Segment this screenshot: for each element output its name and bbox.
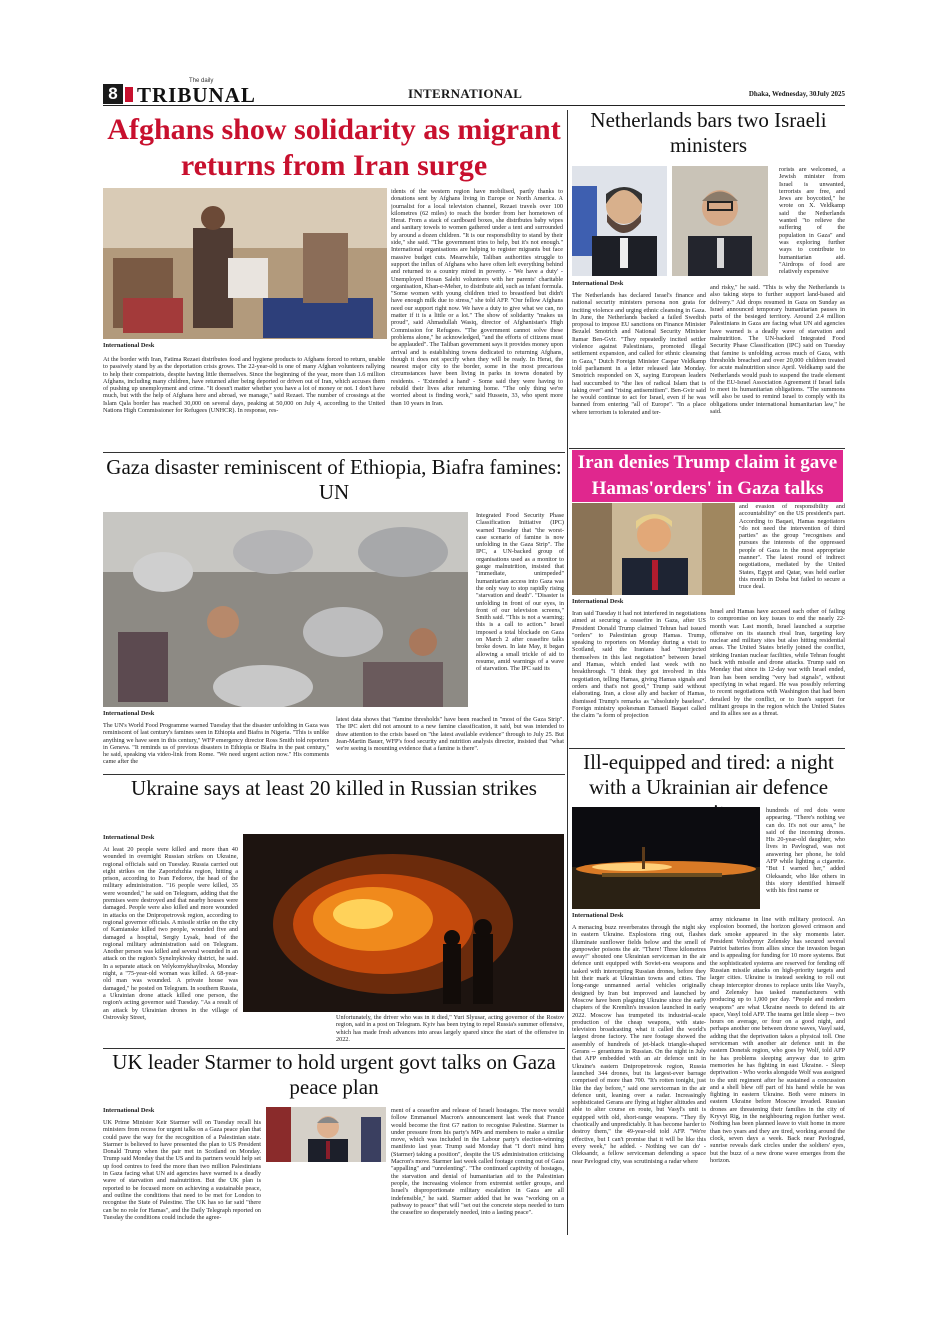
page-number: 8 [103,84,123,104]
netherlands-body-left: The Netherlands has declared Israel's finance and national security ministers persona non grata for inciting violence and urging ethnic cleansing in Gaza. In June, the Netherlands backed a failed Swedish proposal to impose EU sanctions on Finance Minister Bezalel Smotrich and National Security Minister Itamar Ben-Gvir. "They repeatedly incited settler violence against Palestinians, promoted illegal settlement expansion, and called for ethnic cleansing in Gaza," Dutch Foreign Minister Caspar Veldkamp told parliament in a letter released late Monday. Smotrich responded on X, saying European leaders had succumbed to "the lies of radical Islam that is taking over" and "rising antisemitism". Ben-Gvir said he would continue to act for Israel, even if he was banned from entering "all of Europe". "In a place where terrorism is tolerated and ter- [572,292,706,416]
iran-trump-body-right: Israel and Hamas have accused each other of failing to compromise on key issues to end the nearly 22-month war. Last month, Israel launched a surprise offensive on its staunch rival Iran, targeting key nuclear and military sites but also hitting residential areas. The United States briefly joined the conflict, striking Iranian nuclear facilities, while Tehran fought back with missile and drone attacks. Trump said on Monday that since its 12-day war with Israel ended, Iran has been sending "very bad signals", without specifying in what regard. He was possibly referring to recent negotiations with Washington that had been derailed by the conflict, or to Iran's support for militant groups in the region which the United States and its allies see as a threat. [710,608,845,718]
desk-label: International Desk [572,598,624,605]
ukraine-strikes-body-left: At least 20 people were killed and more than 40 wounded in overnight Russian strikes on Ukraine, regional officials said on Tuesday. Russia carried out eight strikes on the Zaporizhzhia region, hitting a prison, according to Ivan Fedorov, the head of the military administration. "16 people were killed, 35 were wounded," he said on Telegram, adding that the premises were destroyed and that nearby houses were damaged. People were also killed and more wounded in attacks on the Dnipropetrovsk region, according to regional governor officials. A missile strike on the city of Kamianske killed two people, wounded five and damaged a hospital, Sergiy Lysak, head of the regional military administration said on Telegram. Another person was killed and several wounded in an attack on the region's Synelnykivsky district, he said. In a separate attack on Velykomykhaylivska, Monday night, a "75-year-old woman was killed. A 68-year-old man was wounded. A private house was damaged," he posted on Telegram. In southern Russia, a Ukrainian drone attack killed one person, the region's acting governor said Tuesday. "As a result of an attack by Ukrainian drones in the village of Ostrovsky Street, [103,846,238,1021]
gaza-food-line-photo [103,512,468,707]
air-defence-body-left: A menacing buzz reverberates through the night sky in eastern Ukraine. Explosions ring out, flashes illuminate sunflower fields below and the smell of gunpowder poisons the air. "There! Three kilometres away!" shouted one Ukrainian serviceman in the air defence unit equipped with Soviet-era weapons and tasked with intercepting Russian drones, before they hit their mark at Ukrainian towns and cities. The long-range unmanned aerial vehicles originally designed by Iran but improved and launched by Moscow have been plaguing Ukraine since the early chapters of the Kremlin's invasion launched in early 2022. Moscow has trumpeted its industrial-scale production of the cheap weapons, with state-television broadcasting what it called the world's largest drone factory. The rare footage showed the assembly of hundreds of jet-black triangle-shaped Gerans -- geraniums in Russian. On the night in July that AFP embedded with an air defence unit in Ukraine's eastern Dnipropetrovsk region, Russia launched 344 drones, but its largest-ever barrage comprised of more than 700. "It's rotten tonight, just like the day before," said one serviceman in the air defence unit, leaning over a radar. Increasingly sophisticated Gerans are flying at higher altitudes and able to alter course en route, but Vasyl's unit is equipped with old, short-range weapons. "They fly chaotically and unpredictably. It has become harder to destroy them," the 49-year-old told AFP. "We're effective, but I can't promise that it will be like this every week," he added. - Nothing we can do' - Oleksandr, a fellow serviceman defending a space near Pavlograd city, was scrutinising a radar where [572,924,706,1165]
desk-label: International Desk [572,912,624,919]
starmer-headline: UK leader Starmer to hold urgent govt talks on Gaza peace plan [112,1050,556,1100]
afghans-headline: Afghans show solidarity as migrant returns from Iran surge [107,113,561,182]
dateline: Dhaka, Wednesday, 30July 2025 [748,90,845,98]
afghans-body-left: At the border with Iran, Fatima Rezaei distributes food and hygiene products to Afghans forced to return, unable to passively stand by as the deportation crisis grows. The 22-year-old is one of many Afghan volunteers rallying to help their compatriots, despite having little themselves. Since the beginning of the year, more than 1.6 million Afghans, including many children, have returned after being deported or driven out of Iran, which accuses them of pushing up unemployment and crime. "It doesn't matter whether you have a lot of money or not. I don't have much, but with the help of Afghans here and abroad, we manage," said Rezaei. The number of crossings at the Islam Qala border has reached 30,000 on several days, peaking at 50,000 on July 4, according to the United Nations High Commissioner for Refugees (UNHCR). In response, res- [103,356,385,415]
trump-photo [572,503,735,595]
gaza-famine-headline: Gaza disaster reminiscent of Ethiopia, Biafra famines: UN [106,455,562,505]
netherlands-headline: Netherlands bars two Israeli ministers [590,108,827,158]
afghans-body-right: idents of the western region have mobilised, partly thanks to donations sent by Afghans living in Europe or North America. A journalist for a local television channel, Rezaei travels over 100 kilometres (62 miles) to reach the border from her hometown of Herat. From a stack of cardboard boxes, she distributes baby wipes and sanitary towels to women gathered under a tent and surrounded by around a dozen children. "It is our responsibility to stand by their side," she said. "The government tries to help, but it's not enough." International organisations are helping to register migrants but face massive budget cuts. Meanwhile, Taliban authorities struggle to support the influx of Afghans who have often left everything behind and returned to a country mired in poverty. - 'We have a duty' - Unemployed Hosan Salehi volunteers with her parents' charitable organisation, Khan-e-Meher, to distribute aid, such as infant formula. "Some women with young children tried to breastfeed but didn't have enough milk due to stress," she told AFP. "Our fellow Afghans need our support right now. We have a duty to give what we can, no matter if it is a little or a lot." The show of solidarity "makes us proud", said Ahmadullah Wasiq, director of Afghanistan's High Commission for Refugees. "The government cannot solve these problems alone," he acknowledged, "and the efforts of citizens must be applauded". The Taliban government says it provides money upon arrival and is establishing towns dedicated to returning Afghans, though it does not specify when they will be ready. In Herat, the nearest major city to the border, some in the most precarious circumstances have been living in parks in towns donated by residents. - 'Extended a hand' - Some said they were having to rebuild their lives after returning home. "The only thing we're worried about is finding work," said Hussein, 33, who spent more than 10 years in Iran. [391,188,563,407]
air-defence-headline: Ill-equipped and tired: a night with a Ukrainian air defence [583,750,834,800]
gaza-famine-body-right: latest data shows that "famine thresholds" have been reached in "most of the Gaza Strip". The IPC alert did not amount to a new famine classification, it said, but was intended to draw attention to the crisis based on "the latest available evidence" through to July 25. But Jean-Martin Bauer, WFP's food security and nutrition analysis director, insisted that "what we're seeing is mounting evidence that a famine is there". [336,716,564,753]
section-divider [569,448,845,449]
air-defence-body-right: army nickname in line with military protocol. An explosion boomed, the horizon glowed crimson and dark smoke appeared in the sky moments later. President Volodymyr Zelensky has secured several Patriot batteries from allies since the invasion began and is appealing for funding for 10 more systems. But the sophisticated systems are reserved for fending off Russian missile attacks on high-priority targets and larger cities. Ukraine is instead seeking to roll out cheap interceptor drones to replace units like Vasyl's, and Zelensky has tasked manufacturers with producing up to 1,000 per day. "People and modern weapons" are what Ukraine needs to defend its air space, Vasyl told AFP. The teams get little sleep -- two hours on average, or four on a good night, and perhaps another one between drone waves, Vasyl said, adding that the deprivation takes a physical toll. One serviceman with another air defence unit in the eastern Donetsk region, who goes by Wolf, told AFP he has problems sleeping anyway due to grim memories he has fighting in east Ukraine. - Sleep deprivation - Who works alongside Wolf was assigned to the unit regiment after he sustained a concussion and a shell blew off part of his hand while he was fighting in eastern Ukraine. Both were miners in eastern Ukraine before Moscow invaded. Russian drones are threatening their families in the city of Kryvyi Rig, in the neighbouring region further west. Nothing has been planned leave to visit home in more than two years and they are tired, working around the clock, seven days a week. Back near Pavlograd, sunrise reveals dark circles under the soldiers' eyes, but the buzz of a new drone wave emerges from the horizon. [710,916,845,1164]
iran-trump-body-left: Iran said Tuesday it had not interfered in negotiations aimed at securing a ceasefire in Gaza, after US President Donald Trump claimed Tehran had issued "orders" to Palestinian group Hamas. Trump, speaking to reporters on Monday during a visit to Scotland, said the Iranians had "interjected themselves in this last negotiation" between Israel and Hamas, which ended last week with no breakthrough. "I think they got involved in this negotiation, telling Hamas, giving Hamas signals and orders and that's not good," Trump said without elaborating. Iran, a close ally and backer of Hamas, dismissed Trump's remarks as "absolutely baseless". Foreign ministry spokesman Esmaeil Baqaei called the claim "a form of projection [572,610,706,720]
desk-label: International Desk [103,834,155,841]
masthead [103,78,845,107]
ukraine-strikes-headline: Ukraine says at least 20 killed in Russian strikes [131,776,537,800]
desk-label: International Desk [103,342,155,349]
desk-label: International Desk [572,280,624,287]
air-defence-night-photo [572,807,760,909]
starmer-body-left: UK Prime Minister Keir Starmer will on Tuesday recall his ministers from recess for urgent talks on a Gaza peace plan that could pave the way for the recognition of a Palestinian state. Starmer is believed to have presented the plan to US President Donald Trump when the pair met in Scotland on Monday. Trump said Monday that the US and its partners would help set up food centres to feed the more than two million Palestinians in Gaza facing what UN aid agencies have warned is a deadly wave of starvation and malnutrition. But the UK plan is reported to be focused more on achieving a sustainable peace, and outline the conditions that need to be met for London to recognise the State of Palestine. The UK has so far said "there can be no role for Hamas", and the Daily Telegraph reported on Tuesday the conditions could include the agree- [103,1119,261,1221]
afghan-returnees-photo [103,188,387,339]
column-divider [567,110,568,1235]
starmer-body-right: ment of a ceasefire and release of Israeli hostages. The move would follow Emmanuel Macron's announcement last week that France would become the first G7 nation to recognise Palestine. Starmer is under pressure from his party's MPs and members to make a similar move, which was included in the Labour party's election-winning manifesto last year. Trump said Monday that "I don't mind him (Starmer) taking a position", despite the US administration criticising Macron's move. Starmer last week called footage coming out of Gaza "appalling" and "unrelenting". "The continued captivity of hostages, the starvation and denial of humanitarian aid to the Palestinian people, the increasing violence from extremist settler groups, and Israel's disproportionate military escalation in Gaza are all indefensible," he said. Starmer added that he was "working on a pathway to peace" that will "set out the concrete steps needed to turn the ceasefire so desperately needed, into a lasting peace". [391,1107,564,1217]
gaza-famine-body-left: The UN's World Food Programme warned Tuesday that the disaster unfolding in Gaza was reminiscent of last century's famines seen in Ethiopia and Biafra in Nigeria. "This is unlike anything we have seen in this century," WFP emergency director Ross Smith told reporters in Geneva. "It reminds us of previous disasters in Ethiopia or Biafra in the past century," he said, speaking via video-link from Rome. "We need urgent action now." His comments came after the [103,722,329,766]
section-title: INTERNATIONAL [408,86,523,101]
smotrich-photo [572,166,667,276]
ben-gvir-photo [672,166,768,276]
logo-tagline: The daily [189,78,214,84]
iran-trump-body-right-top: and evasion of responsibility and accountability" on the US president's part. According to Baqaei, Hamas negotiators "do not need the intervention of third parties" as the group "recognises and pursues the interests of the oppressed people of Gaza in the most appropriate manner". The latest round of indirect negotiations, mediated by the United States, Egypt and Qatar, was held earlier this month in Doha but failed to secure a truce deal. [739,503,845,591]
desk-label: International Desk [103,710,155,717]
section-divider [103,452,565,453]
starmer-photo [266,1107,386,1162]
netherlands-body-right-top: rorists are welcomed, a Jewish minister from Israel is unwanted, terrorists are free, and Jews are boycotted," he wrote on X. Veldkamp said the Netherlands wanted "to relieve the suffering of the population in Gaza" and was exploring further ways to contribute to humanitarian aid. "Airdrops of food are relatively expensive [779,166,845,276]
desk-label: International Desk [103,1107,155,1114]
gaza-famine-body-right-top: Integrated Food Security Phase Classification Initiative (IPC) warned Tuesday that "the worst-case scenario of famine is now unfolding in the Gaza Strip". The IPC, a UN-backed group of organisations used as a monitor to gauge malnutrition, insisted that "immediate, unimpeded" humanitarian access into Gaza was the only way to stop rapidly rising "starvation and death". "Disaster is unfolding in front of our eyes, in front of our television screens," Smith said. "This is not a warning; this is a call to action." Israel imposed a total blockade on Gaza on March 2 after ceasefire talks broke down. In late May, it began allowing a small trickle of aid to resume, amid warnings of a wave of starvation. The IPC said its [476,512,564,673]
section-divider [569,748,845,749]
strike-fire-photo [243,834,564,1012]
section-divider [103,1048,565,1049]
iran-trump-headline: Iran denies Trump claim it gave Hamas'orders' in Gaza talks [572,450,843,502]
ukraine-strikes-body-right: Unfortunately, the driver who was in it died," Yuri Slyusar, acting governor of the Rostov region, said in a post on Telegram. Kyiv has been trying to repel Russia's summer offensive, which has made fresh advances into areas largely spared since the start of the offensive in 2022. [336,1014,564,1043]
newspaper-logo: TRIBUNAL [137,83,256,107]
section-divider [103,774,565,775]
netherlands-body-right: and risky," he said. "This is why the Netherlands is also taking steps to further support land-based aid delivery." Aid drops resumed in Gaza on Sunday as Israel announced temporary humanitarian pauses in parts of the besieged territory. Around 2.4 million Palestinians in Gaza are facing what UN aid agencies have warned is a deadly wave of starvation and malnutrition. The UN-backed Integrated Food Security Phase Classification (IPC) said on Tuesday that famine is unfolding across much of Gaza, with thresholds breached and over 20,000 children treated for acute malnutrition since April. Veldkamp said the Netherlands would push to suspend the trade element of the EU-Israel Association Agreement if Israel fails to meet its humanitarian obligations. "The summons will also be used to remind Israel to comply with its obligations under international humanitarian law," he said. [710,284,845,416]
air-defence-body-right-top: hundreds of red dots were appearing. "There's nothing we can do. It's not our area," he said of the incoming drones. His 20-year-old daughter, who lives in Pavlograd, was not answering her phone, he told AFP while lighting a cigarette. "But I warned her," added Oleksandr, who like others in this story identified himself with his first name or [766,807,845,895]
